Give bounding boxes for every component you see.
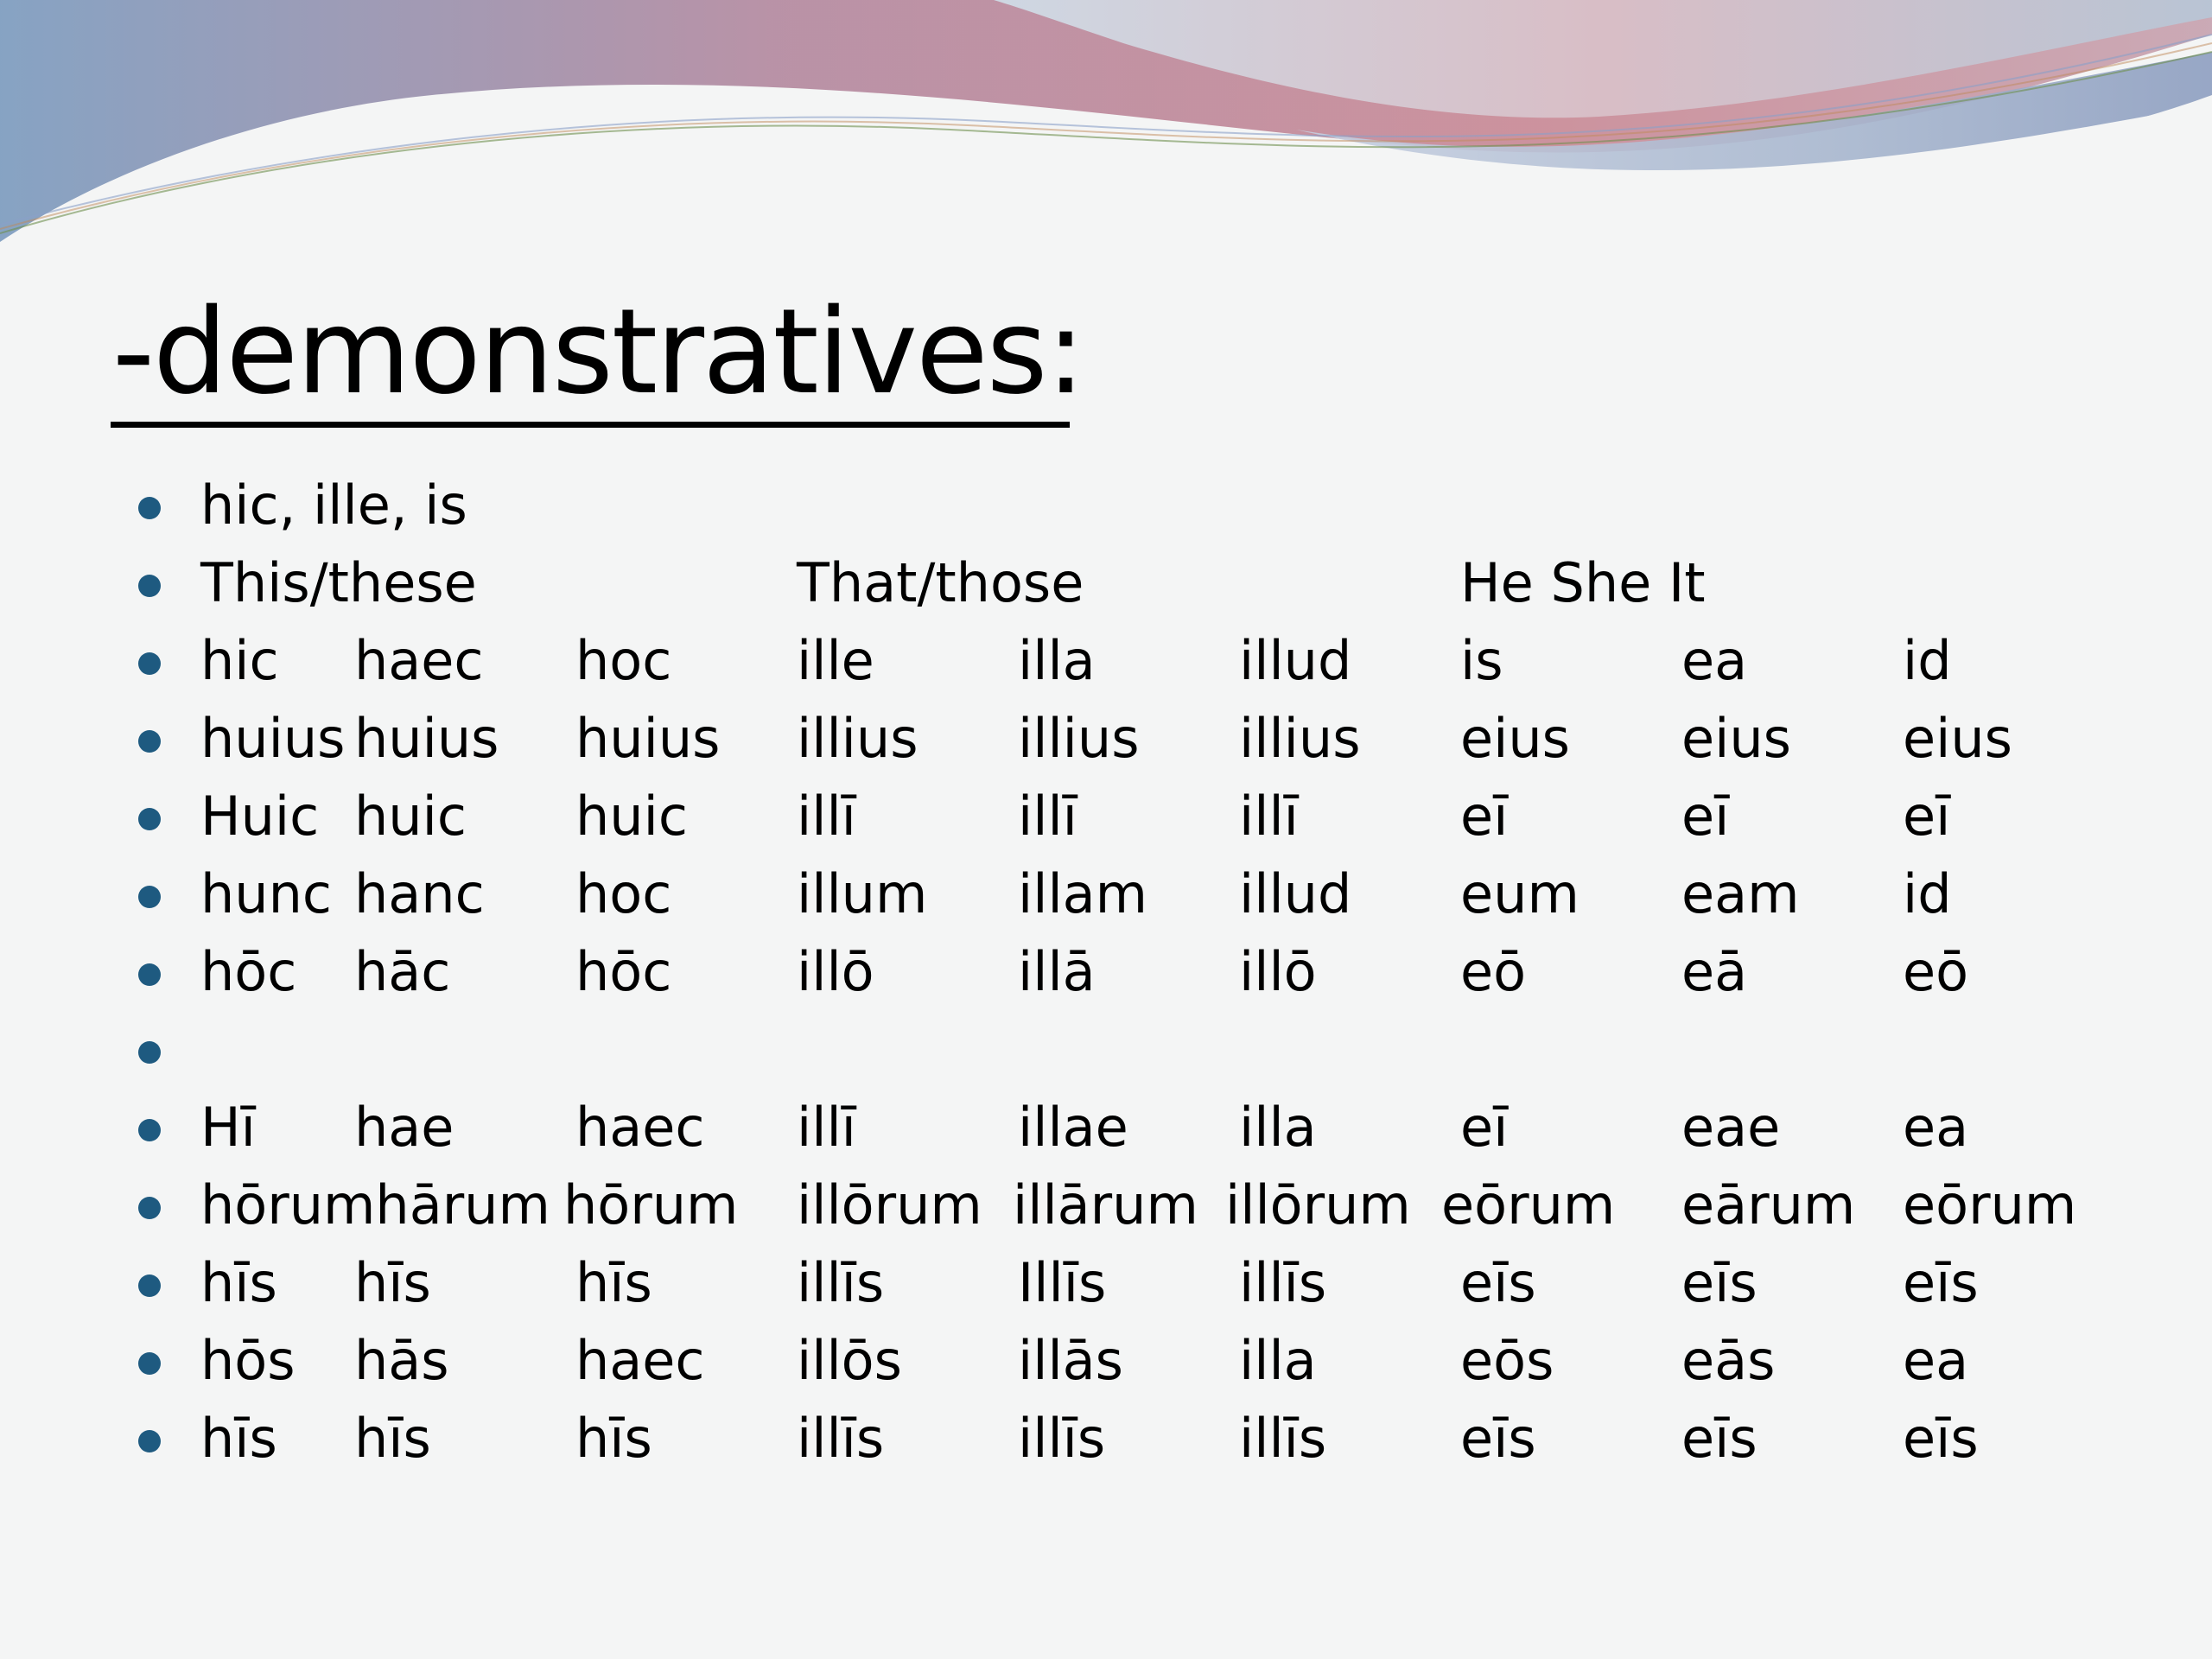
list-item-cell: hanc [354,862,485,925]
list-item-cell: eīs [1460,1251,1536,1314]
list-item-cell: huic [575,785,688,848]
list-item-cell: illius [1018,707,1140,770]
title-underline [111,422,1070,428]
list-item-cell: He She It [1460,551,1706,614]
list-item-cell: id [1903,629,1952,692]
list-item-cell: That/those [797,551,1084,614]
list-item-cell: illa [1239,1329,1317,1392]
list-item-cell: hic [200,629,279,692]
list-item-cell: Hī [200,1096,256,1159]
list-item-cell: eius [1681,707,1791,770]
list-item-cell: Huic [200,785,320,848]
list-item-cell: haec [575,1096,705,1159]
list-item-cell: illīs [797,1251,885,1314]
list-item-cell: hunc [200,862,332,925]
list-item-cell: hōrum [563,1173,739,1236]
list-item [0,1326,2212,1395]
list-item-cell: eī [1460,1096,1509,1159]
list-item-cell: ea [1903,1096,1969,1159]
list-item-cell: eae [1681,1096,1781,1159]
list-item-cell: Illīs [1018,1251,1107,1314]
list-item-cell: eās [1681,1329,1776,1392]
list-item-cell: hic, ille, is [200,474,467,537]
list-item-cell: eī [1681,785,1730,848]
list-item-cell: ea [1681,629,1748,692]
bullet-icon [138,1430,161,1452]
list-item-cell: illius [1239,707,1361,770]
list-item-cell: hīs [200,1407,277,1470]
bullet-icon [138,963,161,986]
list-item-cell: illīs [797,1407,885,1470]
list-item-cell: illī [797,1096,856,1159]
list-item-cell: eīs [1681,1251,1758,1314]
list-item-cell: illa [1239,1096,1317,1159]
bullet-icon [138,808,161,830]
slide-title: -demonstratives: [112,284,1084,421]
list-item-cell: hāc [354,940,451,1003]
bullet-icon [138,1041,161,1064]
list-item-cell: illum [797,862,928,925]
list-item-cell: hōs [200,1329,296,1392]
list-item [0,1404,2212,1473]
list-item-cell: eō [1460,940,1527,1003]
list-item-cell: hās [354,1329,449,1392]
bullet-icon [138,1119,161,1141]
list-item [0,782,2212,851]
list-item-cell: eius [1460,707,1570,770]
list-item [0,1093,2212,1162]
list-item-cell: huic [354,785,467,848]
list-item-cell: illius [797,707,918,770]
list-item-cell: illōrum [797,1173,982,1236]
bullet-icon [138,730,161,753]
list-item-cell: illōrum [1225,1173,1411,1236]
list-item-cell: hōc [200,940,297,1003]
list-item-cell: illō [797,940,874,1003]
list-item-cell: illud [1239,862,1352,925]
list-item-cell: eōrum [1441,1173,1616,1236]
list-item-cell: eōs [1460,1329,1554,1392]
list-item [0,626,2212,696]
list-item-cell: ille [797,629,874,692]
list-item-cell: hīs [575,1407,652,1470]
list-item-cell: illī [1018,785,1077,848]
list-item-cell: hoc [575,862,672,925]
list-item-cell: illās [1018,1329,1123,1392]
list-item [0,860,2212,929]
list-item-cell: hōrumhārum [200,1173,550,1236]
list-item [0,1171,2212,1240]
bullet-icon [138,1197,161,1219]
list-item-cell: hīs [354,1251,431,1314]
list-item-cell: eīs [1460,1407,1536,1470]
list-item-cell: illō [1239,940,1317,1003]
list-item-cell: illīs [1018,1407,1106,1470]
list-item-cell: eī [1460,785,1509,848]
list-item-cell: is [1460,629,1503,692]
list-item-cell: illa [1018,629,1096,692]
list-item-cell: eum [1460,862,1580,925]
list-item-cell: eōrum [1903,1173,2077,1236]
list-item-cell: illā [1018,940,1096,1003]
list-item-cell: eam [1681,862,1800,925]
list-item-cell: illī [797,785,856,848]
list-item-cell: hoc [575,629,672,692]
list-item [0,549,2212,618]
list-item-cell: eārum [1681,1173,1856,1236]
bullet-icon [138,575,161,597]
list-item-cell: hae [354,1096,454,1159]
list-item-cell: huius [575,707,721,770]
list-item-cell: id [1903,862,1952,925]
list-item-cell: haec [354,629,484,692]
list-item [0,1249,2212,1318]
list-item-cell: hīs [200,1251,277,1314]
bullet-icon [138,1352,161,1375]
list-item-cell: eī [1903,785,1951,848]
list-item-cell: haec [575,1329,705,1392]
bullet-icon [138,1274,161,1297]
list-item-cell: eīs [1681,1407,1758,1470]
list-item [0,471,2212,540]
list-item-cell: hīs [354,1407,431,1470]
list-item-cell: eius [1903,707,2012,770]
list-item-cell: illīs [1239,1251,1327,1314]
list-item-cell: illam [1018,862,1148,925]
bullet-icon [138,497,161,519]
header-wave-decoration [0,0,2212,276]
list-item [0,1015,2212,1084]
list-item [0,938,2212,1007]
list-item-cell: hōc [575,940,672,1003]
list-item-cell: illārum [1013,1173,1198,1236]
list-item-cell: eīs [1903,1407,1979,1470]
list-item-cell: illae [1018,1096,1128,1159]
list-item-cell: huius [354,707,499,770]
list-item-cell: This/these [200,551,477,614]
list-item [0,704,2212,773]
bullet-icon [138,886,161,908]
list-item-cell: illīs [1239,1407,1327,1470]
list-item-cell: illud [1239,629,1352,692]
list-item-cell: illī [1239,785,1299,848]
list-item-cell: illōs [797,1329,902,1392]
list-item-cell: ea [1903,1329,1969,1392]
list-item-cell: huius [200,707,346,770]
list-item-cell: hīs [575,1251,652,1314]
list-item-cell: eā [1681,940,1748,1003]
list-item-cell: eō [1903,940,1969,1003]
list-item-cell: eīs [1903,1251,1979,1314]
bullet-icon [138,652,161,675]
